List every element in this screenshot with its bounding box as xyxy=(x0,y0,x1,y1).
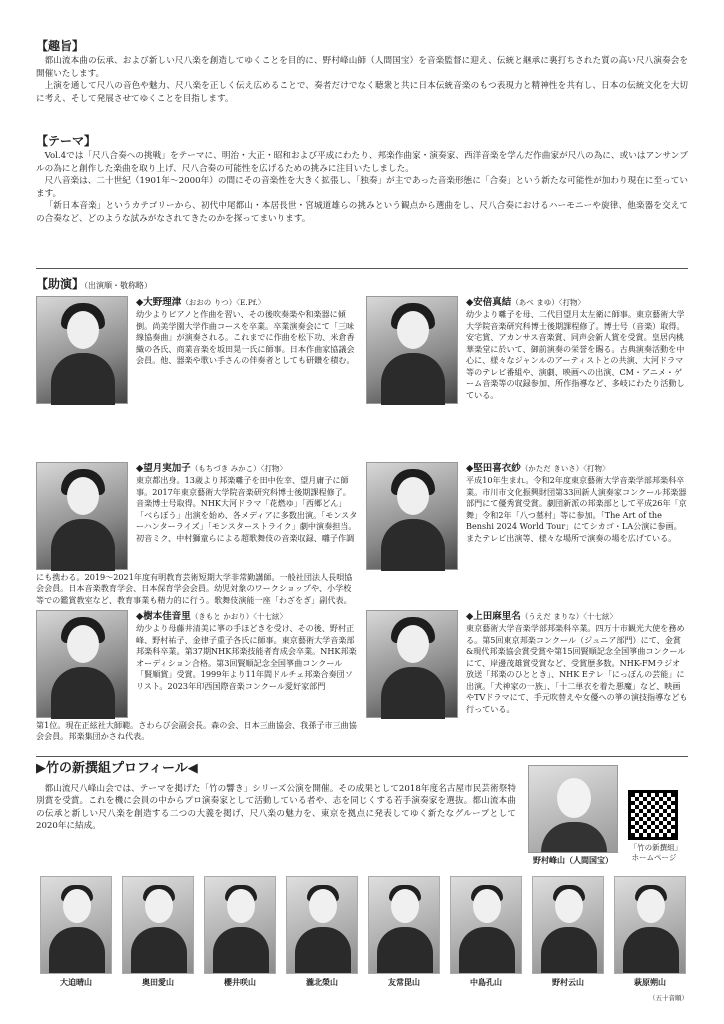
member-photo xyxy=(204,876,276,974)
performer-instrument: 〈E.Pf.〉 xyxy=(236,298,266,307)
performer-bio: 東京藝術大学音楽学部邦楽科卒業。四万十市観光大使を務める。第5回東京邦楽コンクール（ジュニア部門）にて、金賞&現代邦楽協会賞受賞や第15回賢順記念全国箏曲コンクールにて、岸邊茂雄賞受賞など、受賞歴多数。NHK-FMラジオ放送「邦楽のひととき」、NHK Eテレ「にっぽんの芸能」に出演。「犬神家の一族」、「十二単衣を着た悪魔」など、映画やTVドラマにて、手元吹替えや女優への箏の演技指導なども行っている。 xyxy=(466,623,688,714)
performer-photo xyxy=(366,610,458,718)
performer-name: ◆樹本佳音里 xyxy=(136,611,191,622)
member-photo xyxy=(450,876,522,974)
performer-name: ◆望月実加子 xyxy=(136,463,191,474)
performer-bio-continued: 第1位。現在正絃社大師範。さわらび会副会長。森の会、日本三曲協会、我孫子市三曲協会会員。邦楽集団かさね代表。 xyxy=(36,720,357,742)
performer-bio: 幼少より母藤井清美に箏の手ほどきを受け、その後、野村正峰、野村祐子、金律子重子各氏に師事。東京藝術大学音楽部邦楽科卒業。第37期NHK邦楽技能者育成会卒業。NHK邦楽オーディション合格。第3回賢順記念全国箏曲コンクール「賢順賞」受賞。1999年より11年間ドルチェ邦楽合奏団ソリスト。2023年印西国際音楽コンクール愛好家部門 xyxy=(136,623,357,691)
performer-reading: （あべ まゆ） xyxy=(511,298,559,307)
qr-caption: 「竹の新撰組」ホームページ xyxy=(629,843,679,862)
theme-paragraph: 尺八音楽は、二十世紀（1901年〜2000年）の間にその音楽性を大きく拡張し、「独奏」が主であった音楽形態に「合奏」という新たな可能性が加わり現在に至っています。 xyxy=(36,176,688,199)
member-name: 大迫晴山 xyxy=(60,977,92,987)
director-caption: 野村峰山（人間国宝） xyxy=(533,855,613,865)
member-card xyxy=(122,876,194,989)
theme-paragraph: 「新日本音楽」というカテゴリーから、初代中尾都山・本居長世・宮城道雄らの挑みという観点から選曲をし、尺八合奏におけるハーモニーや旋律、他楽器を交えての合奏など、どのような試みがなされてきたのかを探ってまいります。 xyxy=(36,201,688,224)
member-card xyxy=(614,876,686,989)
member-photo xyxy=(40,876,112,974)
intro-heading: 【趣旨】 xyxy=(36,39,85,53)
member-name: 野村云山 xyxy=(552,977,584,987)
divider xyxy=(36,268,688,269)
members-order-note: （五十音順） xyxy=(649,994,688,1002)
theme-paragraph: Vol.4では「尺八合奏への挑戦」をテーマに、明治・大正・昭和および平成にわたり、邦楽作曲家・演奏家、西洋音楽を学んだ作曲家が尺八の為に、或いはアンサンブルの為にと創作した楽曲を取り上げ、尺八合奏の可能性を広げるための挑みに注目いたしました。 xyxy=(36,151,688,174)
member-card xyxy=(40,876,112,989)
member-photo xyxy=(286,876,358,974)
performer-reading: （かただ きいさ） xyxy=(520,464,584,473)
performer-reading: （おおの りつ） xyxy=(181,298,237,307)
performer-instrument: 〈打物〉 xyxy=(260,464,287,473)
member-card xyxy=(450,876,522,989)
member-card xyxy=(286,876,358,989)
performer-reading: （きもと かおり） xyxy=(190,612,254,621)
divider xyxy=(36,756,688,757)
performer-bio: 東京都出身。13歳より邦楽囃子を田中佐幸、望月庸子に師事。2017年東京藝術大学院音楽研究科博士後期課程修了。音楽博士号取得。NHK大河ドラマ「花燃ゆ」「西郷どん」「べらぼう」出演を始め、各メディアに多数出演。「モンスターハンターライズ」「モンスターストライク」劇中演奏担当。初音ミク、中村獅童らによる超歌舞伎の音楽収録、囃子作調 xyxy=(136,475,358,543)
performer-name: ◆上田麻里名 xyxy=(466,611,521,622)
performer-photo xyxy=(36,462,128,570)
performer-photo xyxy=(366,296,458,404)
member-gallery xyxy=(36,876,688,1006)
homepage-qr[interactable] xyxy=(628,790,680,863)
theme-section xyxy=(36,133,688,225)
performer-instrument: 〈十七絃〉 xyxy=(253,612,287,621)
performer-reading: （うえだ まりな） xyxy=(520,612,584,621)
performer-bio-continued: にも携わる。2019〜2021年度有明教育芸術短期大学非常勤講師。一般社団法人長唄協会会員。日本音楽教育学会、日本保育学会会員。幼児対象のワークショップや、小学校等での鑑賞教室など、教育事業も精力的に行う。歌舞伎演能一座「わざをぎ」副代表。 xyxy=(36,572,353,605)
performers-heading-note: （出演順・敬称略） xyxy=(84,281,153,290)
performer-instrument: 〈打物〉 xyxy=(558,298,585,307)
performer-photo xyxy=(36,296,128,404)
member-name: 瀧北榮山 xyxy=(306,977,338,987)
theme-heading: 【テーマ】 xyxy=(36,134,97,148)
member-photo xyxy=(614,876,686,974)
intro-paragraph: 都山流本曲の伝承、および新しい尺八楽を創造してゆくことを目的に、野村峰山師（人間国宝）を音楽監督に迎え、伝統と継承に裏打ちされた質の高い尺八演奏会を開催いたします。 xyxy=(36,56,688,79)
group-profile-section xyxy=(36,760,516,833)
performer-bio: 平成10年生まれ。令和2年度東京藝術大学音楽学部邦楽科卒業。市川市文化振興財団第33回新人演奏家コンクール邦楽器部門にて優秀賞受賞。劇団新派の邦楽部として平成26年「京舞」令和2年「八つ墓村」等に参加。「The Art of the Benshi 2024 World Tour」にてシカゴ・LA公演に参画。またテレビ出演等、様々な場所で演奏の場を広げている。 xyxy=(466,475,687,543)
member-name: 中島孔山 xyxy=(470,977,502,987)
member-photo xyxy=(368,876,440,974)
group-heading: ▶竹の新撰組プロフィール◀ xyxy=(36,761,198,776)
member-card xyxy=(532,876,604,989)
performer-bio: 幼少よりピアノと作曲を習い、その後吹奏楽や和楽器に傾倒。尚美学園大学作曲コースを卒業。卒業演奏会にて「三味線協奏曲」が演奏される。これまでに作曲を松下功、米倉香織の各氏、商業音楽を坂田晃一氏に師事。日本作曲家協議会会員。他、器楽や歌い手さんの伴奏者としても研鑽を積む。 xyxy=(136,309,355,366)
performer-instrument: 〈打物〉 xyxy=(583,464,610,473)
director-photo xyxy=(528,765,618,853)
performer-name: ◆大野理津 xyxy=(136,297,182,308)
performers-heading-title: 【助演】 xyxy=(36,277,85,291)
member-photo xyxy=(122,876,194,974)
performer-reading: （もちづき みかこ） xyxy=(190,464,261,473)
member-name: 奥田愛山 xyxy=(142,977,174,987)
music-director xyxy=(528,765,618,867)
member-card xyxy=(204,876,276,989)
performer-bio: 幼少より囃子を母、二代目望月太左衛に師事。東京藝術大学大学院音楽研究科博士後期課程修了。博士号（音楽）取得。安宅賞、アカンサス音楽賞、同声会新人賞を受賞。皇居内桃華楽堂に於いて、御前演奏の栄誉を賜る。古典演奏活動を中心に、様々なジャンルのアーティストとの共演、大河ドラマ等のテレビ番組や、演劇、映画への出演、CM・アニメ・ゲーム音楽等の収録参加、所作指導など、多岐にわたり活動している。 xyxy=(466,309,685,400)
performer-photo xyxy=(366,462,458,570)
member-card xyxy=(368,876,440,989)
member-photo xyxy=(532,876,604,974)
group-paragraph: 都山流尺八峰山会では、テーマを掲げた「竹の響き」シリーズ公演を開催。その成果として2018年度名古屋市民芸術祭特別賞を受賞。これを機に会員の中からプロ演奏家として活動している者や、志を同じくする若手演奏家を選抜。都山流本曲の伝承と新しい尺八楽を創造する二つの大義を掲げ、尺八楽の魅力を、東京を拠点に発表してゆく新たなグループとして2020年に結成。 xyxy=(36,783,516,832)
qr-code-icon[interactable] xyxy=(628,790,678,840)
performer-instrument: 〈十七絃〉 xyxy=(583,612,617,621)
member-name: 萩原朔山 xyxy=(634,977,666,987)
intro-section xyxy=(36,38,688,105)
performers-heading xyxy=(36,276,152,293)
performer-name: ◆堅田喜衣紗 xyxy=(466,463,521,474)
member-name: 櫻井咲山 xyxy=(224,977,256,987)
performer-photo xyxy=(36,610,128,718)
performer-name: ◆安倍真結 xyxy=(466,297,512,308)
intro-paragraph: 上演を通して尺八の音色や魅力、尺八楽を正しく伝え広めることで、奏者だけでなく聴衆と共に日本伝統音楽のもつ表現力と精神性を共有し、日本の伝統文化を大切に考え、そして発展させてゆくことを目指します。 xyxy=(36,81,688,104)
member-name: 友常毘山 xyxy=(388,977,420,987)
